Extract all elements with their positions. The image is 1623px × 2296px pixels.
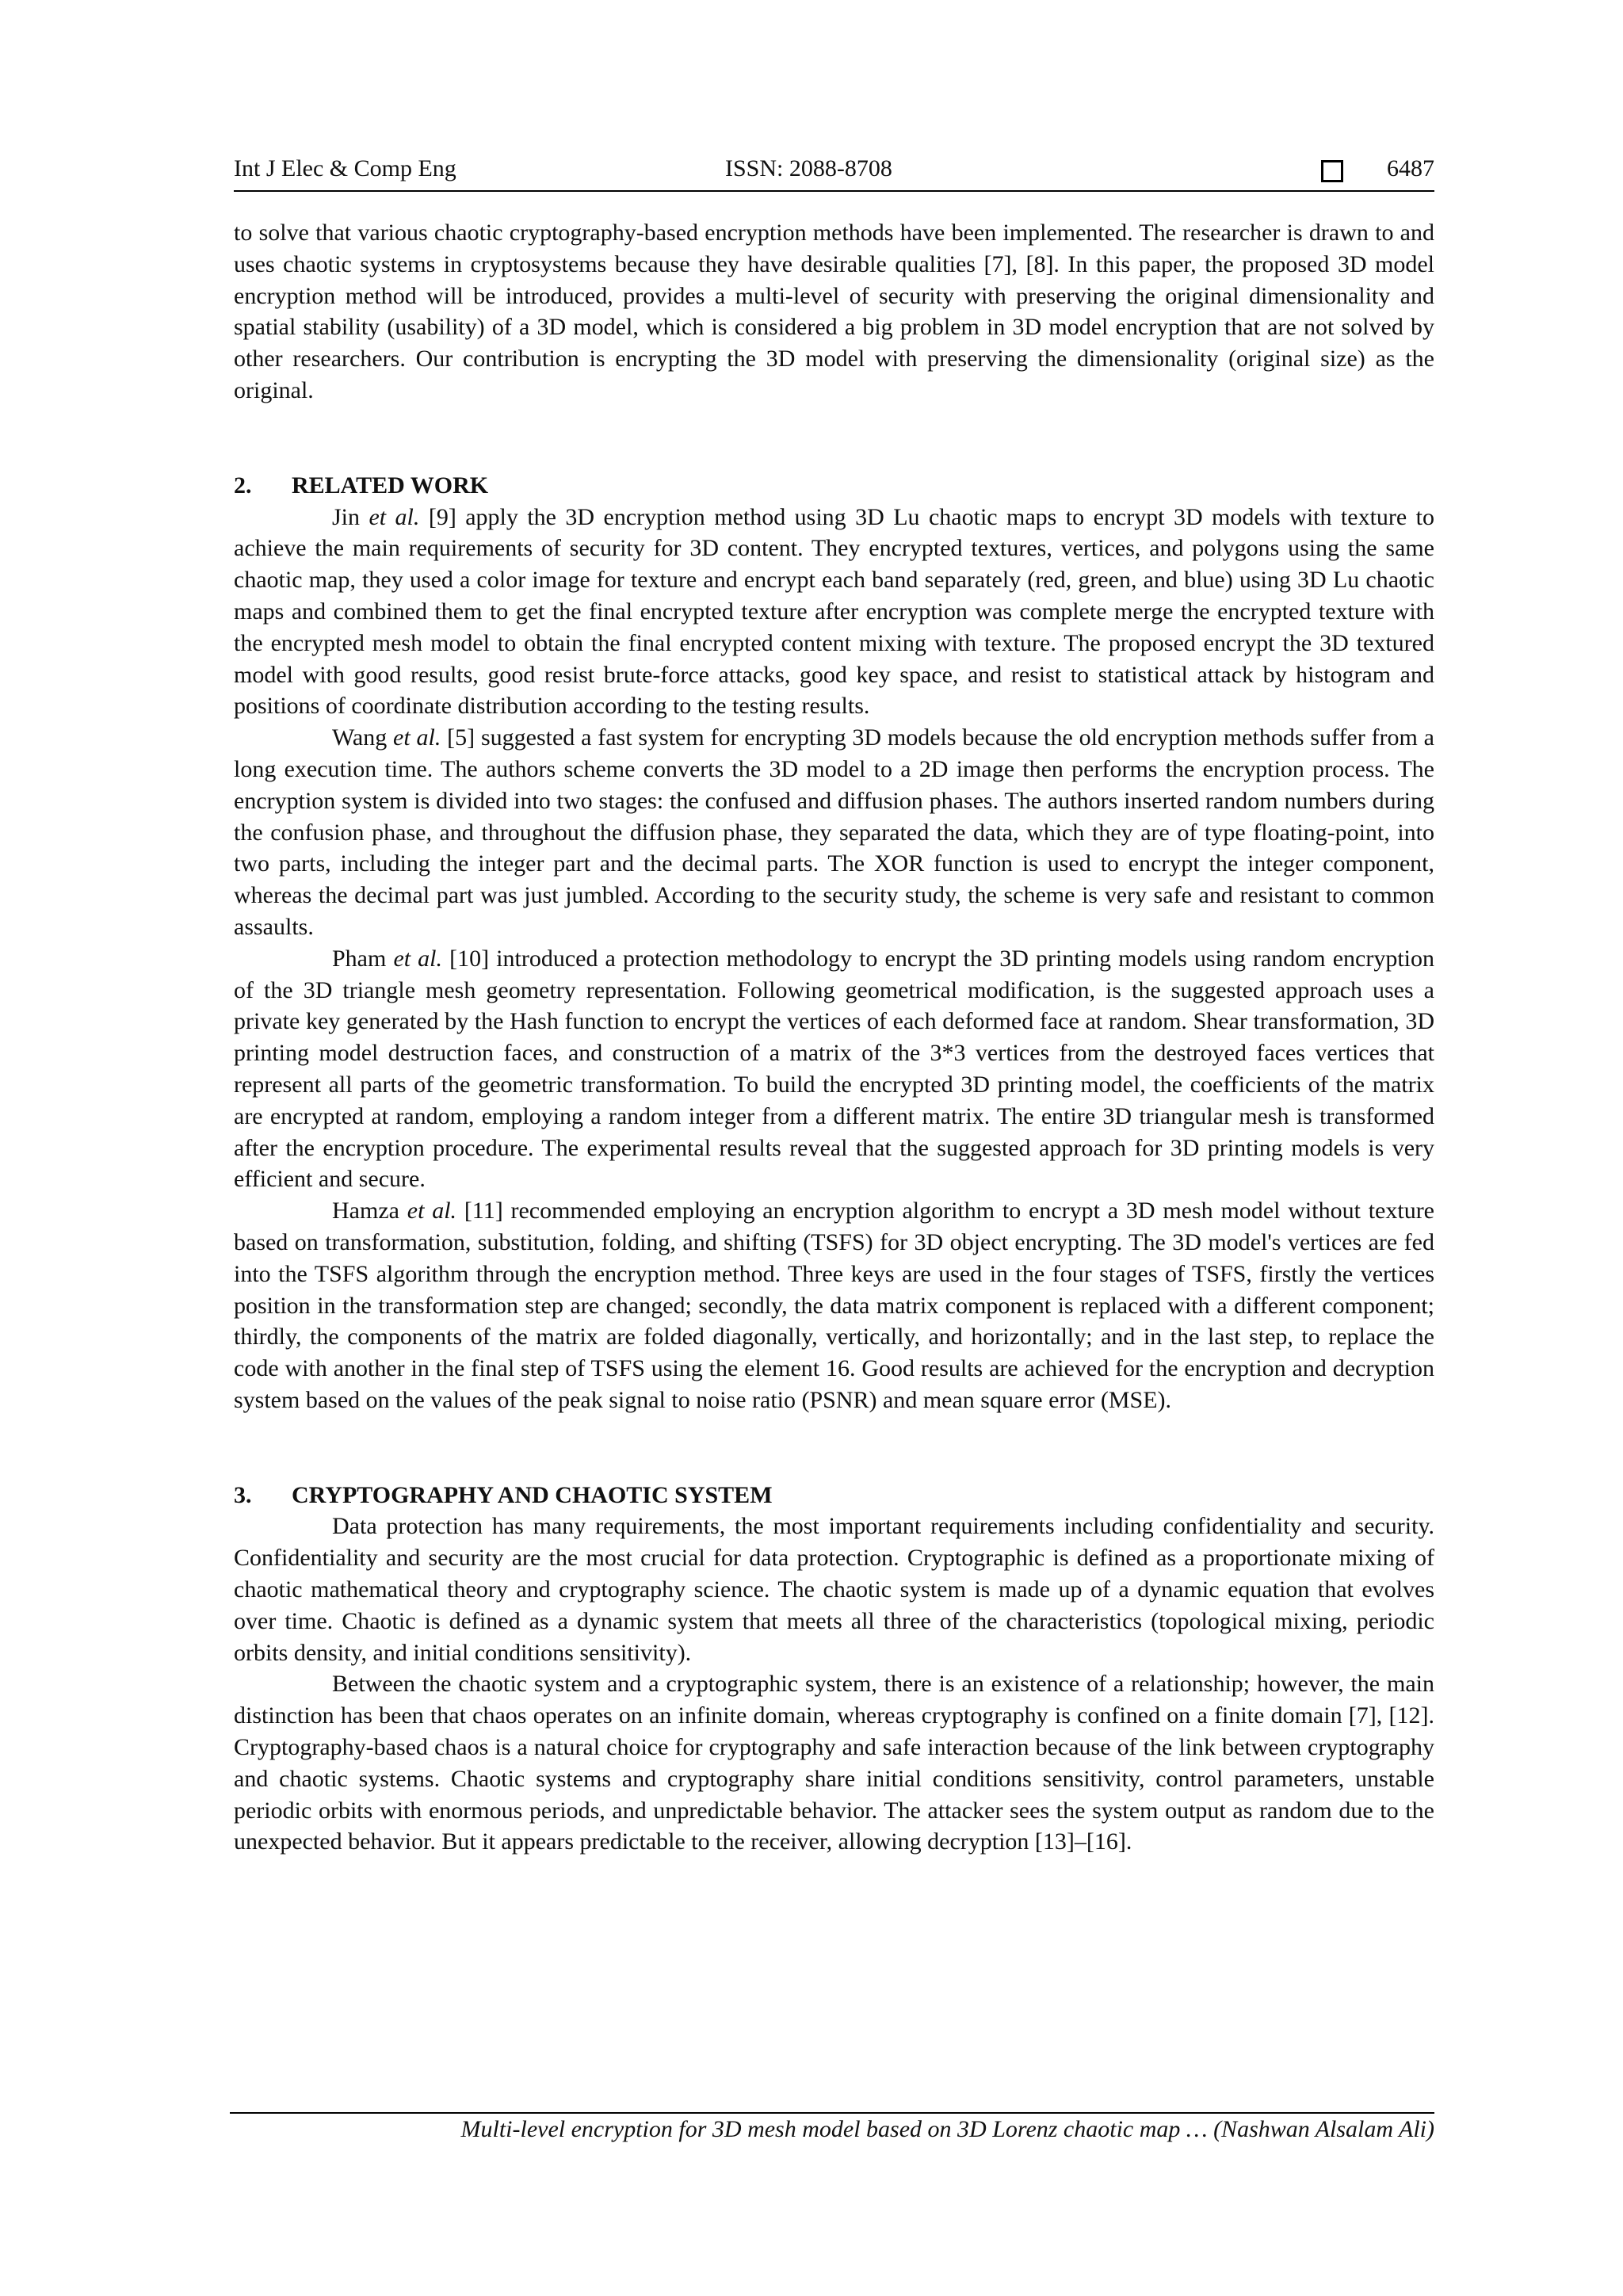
author-name: Jin	[332, 503, 369, 530]
intro-continued-paragraph: to solve that various chaotic cryptography-based encryption methods have been implemented. The researcher is drawn to and uses chaotic systems in cryptosystems because they have desirable qualities [7], [8]. In this paper, the proposed 3D model encryption method will be introduced, provides a multi-level of security with preserving the original dimensionality and spatial stability (usability) of a 3D model, which is considered a big problem in 3D model encryption that are not solved by other researchers. Our contribution is encrypting the 3D model with preserving the dimensionality (original size) as the original.	[234, 220, 1434, 403]
section-3-title: CRYPTOGRAPHY AND CHAOTIC SYSTEM	[292, 1481, 773, 1508]
page-body	[234, 217, 1434, 1858]
related-work-paragraph-jin	[234, 502, 1434, 723]
et-al: et al.	[407, 1198, 457, 1224]
section-2-title: RELATED WORK	[292, 472, 489, 499]
checkbox-square-icon	[1321, 160, 1343, 182]
et-al: et al.	[369, 503, 420, 530]
journal-name: Int J Elec & Comp Eng	[234, 155, 456, 181]
related-work-paragraph-hamza	[234, 1195, 1434, 1416]
section-3-number: 3.	[234, 1481, 252, 1508]
issn-label: ISSN: 2088-8708	[725, 155, 892, 181]
section-2-number: 2.	[234, 472, 252, 499]
paragraph-text: [9] apply the 3D encryption method using 3D Lu chaotic maps to encrypt 3D models with texture to achieve the main requirements of security for 3D content. They encrypted textures, vertices, and polygons using the same chaotic map, they used a color image for texture and encrypt each band separately (red, green, and blue) using 3D Lu chaotic maps and combined them to get the final encrypted texture after encryption was complete merge the encrypted texture with the encrypted mesh model to obtain the final encrypted content mixing with texture. The proposed encrypt the 3D textured model with good results, good resist brute-force attacks, good key space, and resist to statistical attack by histogram and positions of coordinate distribution according to the testing results.	[234, 503, 1434, 720]
section-3-heading	[234, 1480, 1434, 1511]
section-2-heading	[234, 470, 1434, 502]
paragraph-text: [10] introduced a protection methodology to encrypt the 3D printing models using random encryption of the 3D triangle mesh geometry representation. Following geometrical modification, is the suggested approach uses a private key generated by the Hash function to encrypt the vertices of each deformed face at random. Shear transformation, 3D printing model destruction faces, and construction of a matrix of the 3*3 vertices from the destroyed faces vertices that represent all parts of the geometric transformation. To build the encrypted 3D printing model, the coefficients of the matrix are encrypted at random, employing a random integer from a different matrix. The entire 3D triangular mesh is transformed after the encryption procedure. The experimental results reveal that the suggested approach for 3D printing models is very efficient and secure.	[234, 945, 1434, 1193]
et-al: et al.	[393, 724, 441, 751]
related-work-paragraph-pham	[234, 943, 1434, 1195]
author-name: Wang	[332, 724, 394, 751]
running-footer: Multi-level encryption for 3D mesh model based on 3D Lorenz chaotic map … (Nashwan Alsalam Ali)	[230, 2112, 1434, 2143]
cryptography-paragraph-2: Between the chaotic system and a cryptographic system, there is an existence of a relationship; however, the main distinction has been that chaos operates on an infinite domain, whereas cryptography is confined on a finite domain [7], [12]. Cryptography-based chaos is a natural choice for cryptography and safe interaction because of the link between cryptography and chaotic systems. Chaotic systems and cryptography share initial conditions sensitivity, control parameters, unstable periodic orbits with enormous periods, and unpredictable behavior. The attacker sees the system output as random due to the unexpected behavior. But it appears predictable to the receiver, allowing decryption [13]–[16].	[234, 1671, 1434, 1855]
page-number: 6487	[1387, 155, 1434, 181]
author-name: Hamza	[332, 1198, 407, 1224]
cryptography-paragraph-1: Data protection has many requirements, the most important requirements including confidentiality and security. Confidentiality and security are the most crucial for data protection. Cryptographic is defined as a proportionate mixing of chaotic mathematical theory and cryptography science. The chaotic system is made up of a dynamic equation that evolves over time. Chaotic is defined as a dynamic system that meets all three of the characteristics (topological mixing, periodic orbits density, and initial conditions sensitivity).	[234, 1513, 1434, 1666]
paragraph-text: [11] recommended employing an encryption algorithm to encrypt a 3D mesh model without texture based on transformation, substitution, folding, and shifting (TSFS) for 3D object encrypting. The 3D model's vertices are fed into the TSFS algorithm through the encryption method. Three keys are used in the four stages of TSFS, firstly the vertices position in the transformation step are changed; secondly, the data matrix component is replaced with a different component; thirdly, the components of the matrix are folded diagonally, vertically, and horizontally; and in the last step, to replace the code with another in the final step of TSFS using the element 16. Good results are achieved for the encryption and decryption system based on the values of the peak signal to noise ratio (PSNR) and mean square error (MSE).	[234, 1198, 1434, 1413]
author-name: Pham	[332, 945, 394, 972]
running-header	[234, 155, 1434, 192]
et-al: et al.	[393, 945, 443, 972]
related-work-paragraph-wang	[234, 722, 1434, 943]
paragraph-text: [5] suggested a fast system for encrypting 3D models because the old encryption methods suffer from a long execution time. The authors scheme converts the 3D model to a 2D image then performs the encryption process. The encryption system is divided into two stages: the confused and diffusion phases. The authors inserted random numbers during the confusion phase, and throughout the diffusion phase, they separated the data, which they are of type floating-point, into two parts, including the integer part and the decimal parts. The XOR function is used to encrypt the integer component, whereas the decimal part was just jumbled. According to the security study, the scheme is very safe and resistant to common assaults.	[234, 724, 1434, 940]
